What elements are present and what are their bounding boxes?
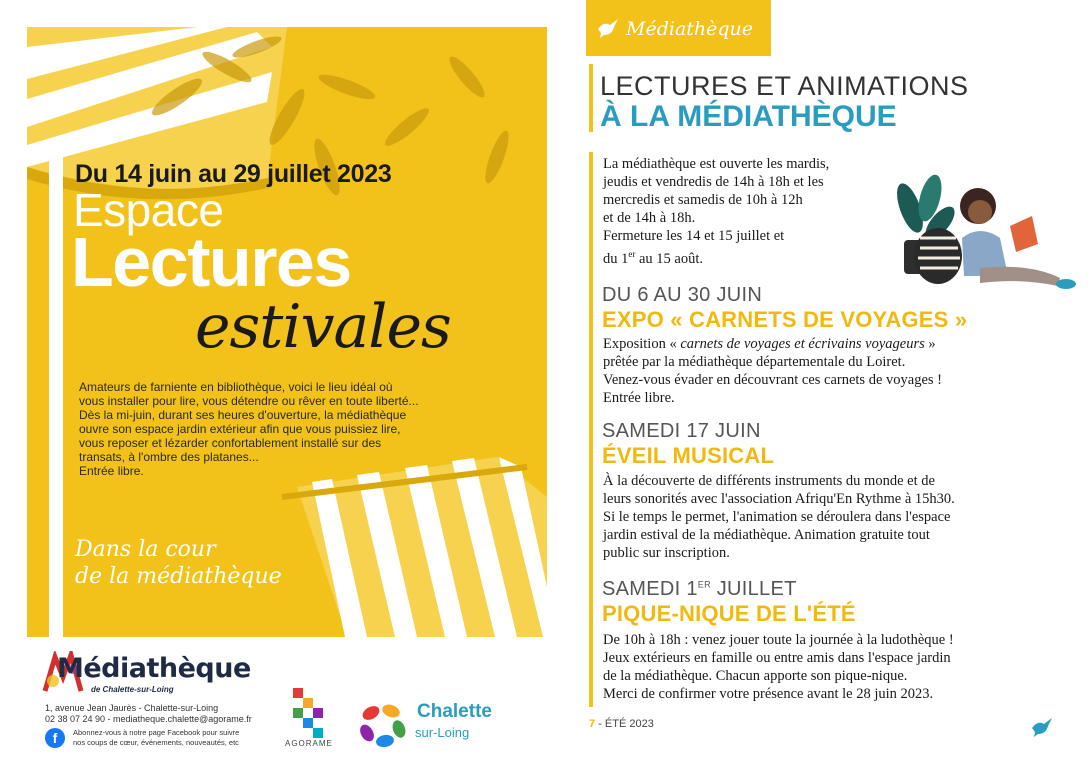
event-line: public sur inscription. — [603, 545, 730, 561]
event-line: leurs sonorités avec l'association Afriqu'En Rythme à 15h30. — [603, 491, 955, 507]
event-line: prêtée par la médiathèque départementale du Loiret. — [603, 354, 906, 370]
location-line-2: de la médiathèque — [75, 564, 282, 589]
intro-line: mercredis et samedis de 10h à 12h — [603, 192, 803, 208]
event-title: PIQUE-NIQUE DE L'ÉTÉ — [602, 601, 856, 626]
event-line: Merci de confirmer votre présence avant le 28 juin 2023. — [603, 686, 934, 702]
event-line: De 10h à 18h : venez jouer toute la journée à la ludothèque ! — [603, 632, 954, 648]
event-line: À la découverte de différents instruments du monde et de — [603, 473, 935, 489]
event-date: SAMEDI 17 JUIN — [602, 420, 761, 442]
event-description — [603, 631, 954, 703]
event-line: Jeux extérieurs en famille ou entre amis dans l'espace jardin — [603, 650, 951, 666]
poster-description — [79, 380, 489, 478]
description-line: vous installer pour lire, vous détendre ou rêver en toute liberté... — [79, 394, 419, 408]
description-line: transats, à l'ombre des platanes... — [79, 450, 259, 464]
facebook-invite-line: Abonnez-vous à notre page Facebook pour suivre — [73, 728, 240, 737]
phone-email[interactable]: 02 38 07 24 90 - mediatheque.chalette@agorame.fr — [45, 714, 252, 724]
page-heading-top: LECTURES ET ANIMATIONS — [600, 71, 969, 101]
agorame-label: AGORAME — [285, 739, 333, 748]
event-title: EXPO « CARNETS DE VOYAGES » — [602, 307, 968, 332]
poster — [27, 27, 547, 637]
heading-rule — [589, 64, 593, 132]
mediatheque-logo-name: Médiathèque — [57, 653, 251, 684]
event-title: ÉVEIL MUSICAL — [602, 443, 775, 468]
chalette-logo-icon — [357, 699, 409, 751]
chalette-logo-name: Chalette — [417, 701, 492, 722]
event-description — [603, 472, 955, 562]
page-label: - ÉTÉ 2023 — [595, 718, 654, 730]
event-date — [602, 578, 797, 601]
event-line: Entrée libre. — [603, 390, 675, 406]
event-text: Exposition « — [603, 336, 681, 352]
facebook-invite-line: nos coups de cœur, événements, nouveautés, etc — [73, 738, 239, 747]
chalette-logo-subtitle: sur-Loing — [415, 725, 470, 740]
poster-title-line-1: Espace — [73, 184, 224, 236]
event-date-text: JUILLET — [710, 578, 797, 600]
reading-girl-illustration — [880, 168, 1085, 293]
intro-text: du 1 — [603, 250, 629, 267]
event-line — [603, 335, 942, 353]
event-line: Venez-vous évader en découvrant ces carnets de voyages ! — [603, 372, 942, 388]
facebook-invite — [73, 728, 239, 748]
dove-icon — [596, 17, 620, 39]
facebook-icon[interactable]: f — [45, 728, 65, 748]
page-number: 7 — [589, 718, 596, 730]
intro-sup: er — [628, 249, 636, 259]
location-line-1: Dans la cour — [75, 537, 216, 562]
contact-info — [45, 703, 252, 725]
event-date-sup: ER — [697, 579, 711, 590]
event-date: DU 6 AU 30 JUIN — [602, 284, 763, 306]
event-text-italic: carnets de voyages et écrivains voyageurs — [680, 336, 925, 352]
section-tag — [586, 0, 771, 56]
intro-line: et de 14h à 18h. — [603, 210, 696, 226]
event-line: jardin estival de la médiathèque. Animation gratuite tout — [603, 527, 930, 543]
intro-line — [603, 245, 829, 268]
opening-hours — [603, 155, 829, 268]
description-line: Amateurs de farniente en bibliothèque, voici le lieu idéal où — [79, 380, 393, 394]
content-rule — [589, 152, 593, 707]
intro-line: jeudis et vendredis de 14h à 18h et les — [603, 174, 824, 190]
poster-title-line-2: Lectures — [71, 223, 351, 301]
event-line: de la médiathèque. Chacun apporte son pique-nique. — [603, 668, 908, 684]
description-line: ouvre son espace jardin extérieur afin que vous puissiez lire, — [79, 422, 401, 436]
bird-icon — [1030, 716, 1054, 738]
event-date-range: Du 14 juin au 29 juillet 2023 — [75, 160, 392, 188]
event-text: » — [924, 336, 936, 352]
section-tag-label: Médiathèque — [626, 18, 754, 40]
page-footer — [589, 718, 654, 730]
description-line: Dès la mi-juin, durant ses heures d'ouverture, la médiathèque — [79, 408, 407, 422]
address: 1, avenue Jean Jaurès - Chalette-sur-Loing — [45, 703, 219, 713]
poster-location — [75, 536, 282, 590]
description-line: vous reposer et lézarder confortablement installé sur des — [79, 436, 382, 450]
page-heading-main: À LA MÉDIATHÈQUE — [600, 100, 897, 133]
poster-footer — [27, 637, 547, 769]
intro-line: Fermeture les 14 et 15 juillet et — [603, 228, 785, 244]
intro-text: au 15 août. — [635, 250, 704, 267]
event-date-text: SAMEDI 1 — [602, 578, 698, 600]
description-line: Entrée libre. — [79, 464, 144, 478]
event-description — [603, 335, 942, 407]
poster-title-line-3: estivales — [195, 292, 451, 362]
event-line: Si le temps le permet, l'animation se déroulera dans l'espace — [603, 509, 951, 525]
mediatheque-logo-subtitle: de Chalette-sur-Loing — [91, 685, 174, 694]
intro-line: La médiathèque est ouverte les mardis, — [603, 156, 830, 172]
